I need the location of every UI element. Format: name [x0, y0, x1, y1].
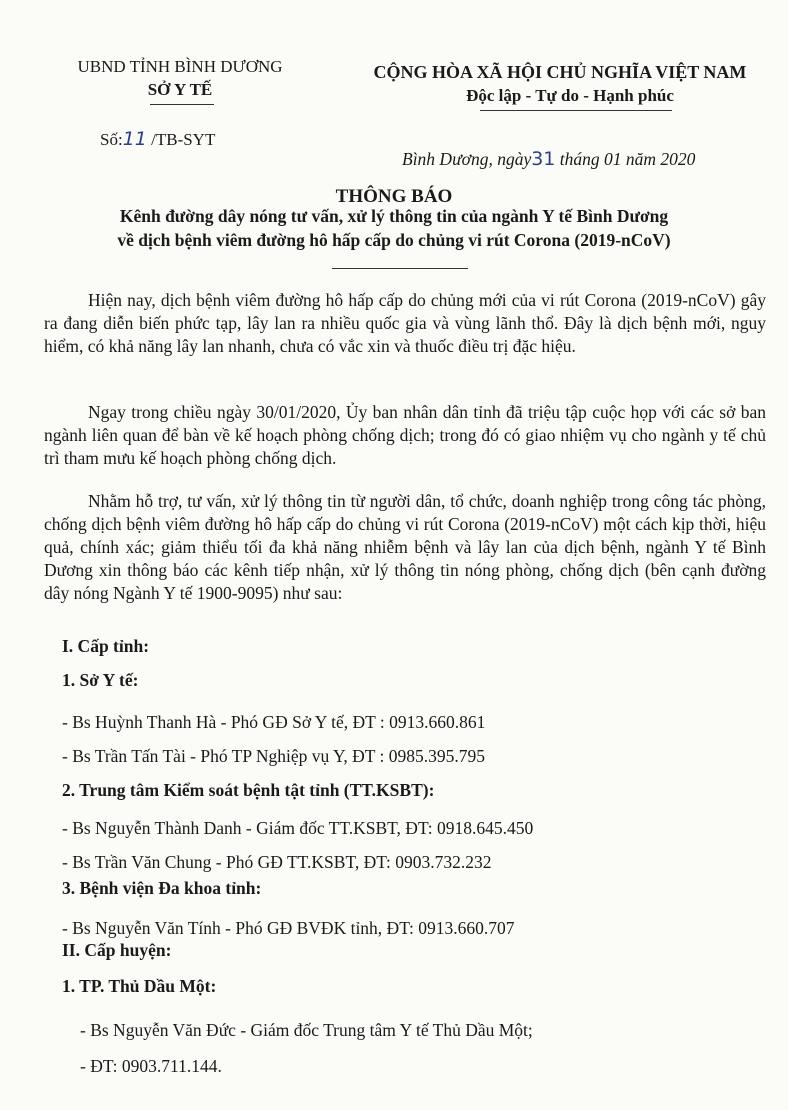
document-number — [100, 128, 215, 150]
date-day-handwritten: 31 — [531, 148, 556, 170]
date-suffix: tháng 01 năm 2020 — [559, 149, 696, 169]
contact-tran-van-chung: - Bs Trần Văn Chung - Phó GĐ TT.KSBT, ĐT: 0903.732.232 — [62, 852, 492, 872]
paragraph-1 — [44, 289, 766, 358]
motto: Độc lập - Tự do - Hạnh phúc — [466, 86, 674, 105]
agency-line-1: UBND TỈNH BÌNH DƯƠNG — [77, 57, 283, 76]
subsection-cdc: 2. Trung tâm Kiểm soát bệnh tật tỉnh (TT.KSBT): — [62, 780, 435, 800]
contact-thu-dau-mot-phone: - ĐT: 0903.711.144. — [80, 1056, 222, 1076]
republic-title: CỘNG HÒA XÃ HỘI CHỦ NGHĨA VIỆT NAM — [373, 62, 747, 82]
title-underline — [332, 268, 468, 269]
paragraph-3 — [44, 490, 766, 605]
section-district-level: II. Cấp huyện: — [62, 940, 172, 960]
number-prefix: Số: — [100, 130, 123, 149]
subsection-thu-dau-mot: 1. TP. Thủ Dầu Một: — [62, 976, 217, 996]
section-provincial-level: I. Cấp tỉnh: — [62, 636, 150, 656]
notice-subtitle-line-2: về dịch bệnh viêm đường hô hấp cấp do chủng vi rút Corona (2019-nCoV) — [117, 230, 671, 250]
contact-nguyen-van-duc: - Bs Nguyễn Văn Đức - Giám đốc Trung tâm Y tế Thủ Dầu Một; — [80, 1020, 533, 1040]
date-line — [402, 148, 695, 170]
number-handwritten: 11 — [122, 128, 147, 150]
notice-subtitle-line-1: Kênh đường dây nóng tư vấn, xử lý thông tin của ngành Y tế Bình Dương — [119, 206, 669, 226]
subsection-general-hospital: 3. Bệnh viện Đa khoa tỉnh: — [62, 878, 262, 898]
agency-underline — [150, 104, 214, 105]
contact-nguyen-van-tinh: - Bs Nguyễn Văn Tính - Phó GĐ BVĐK tỉnh, ĐT: 0913.660.707 — [62, 918, 515, 938]
date-prefix: Bình Dương, ngày — [402, 149, 532, 169]
number-suffix: /TB-SYT — [151, 130, 216, 149]
paragraph-2-text: Ngay trong chiều ngày 30/01/2020, Ủy ban nhân dân tỉnh đã triệu tập cuộc họp với các sở ban ngành liên quan để bàn về kế hoạch phòng chống dịch; trong đó có giao nhiệm vụ cho ngành y tế chủ trì tham mưu kế hoạch phòng chống dịch. — [44, 402, 766, 468]
motto-underline — [480, 110, 672, 111]
paragraph-3-text: Nhằm hỗ trợ, tư vấn, xử lý thông tin từ người dân, tổ chức, doanh nghiệp trong công tác phòng, chống dịch bệnh viêm đường hô hấp cấp do chủng vi rút Corona (2019-nCoV) một cách kịp thời, hiệu quả, chính xác; giảm thiểu tối đa khả năng nhiễm bệnh và lây lan của dịch bệnh, ngành Y tế Bình Dương xin thông báo các kênh tiếp nhận, xử lý thông tin nóng phòng, chống dịch (bên cạnh đường dây nóng Ngành Y tế 1900-9095) như sau: — [44, 491, 766, 603]
notice-heading: THÔNG BÁO — [335, 186, 453, 207]
agency-line-2: SỞ Y TẾ — [147, 80, 213, 99]
contact-tran-tan-tai: - Bs Trần Tấn Tài - Phó TP Nghiệp vụ Y, ĐT : 0985.395.795 — [62, 746, 485, 766]
contact-huynh-thanh-ha: - Bs Huỳnh Thanh Hà - Phó GĐ Sở Y tế, ĐT : 0913.660.861 — [62, 712, 486, 732]
contact-nguyen-thanh-danh: - Bs Nguyễn Thành Danh - Giám đốc TT.KSBT, ĐT: 0918.645.450 — [62, 818, 534, 838]
subsection-health-department: 1. Sở Y tế: — [62, 670, 139, 690]
paragraph-1-text: Hiện nay, dịch bệnh viêm đường hô hấp cấp do chủng mới của vi rút Corona (2019-nCoV) gây ra đang diễn biến phức tạp, lây lan ra nhiều quốc gia và vùng lãnh thổ. Đây là dịch bệnh mới, nguy hiểm, có khả năng lây lan nhanh, chưa có vắc xin và thuốc điều trị đặc hiệu. — [44, 290, 766, 356]
paragraph-2 — [44, 401, 766, 470]
